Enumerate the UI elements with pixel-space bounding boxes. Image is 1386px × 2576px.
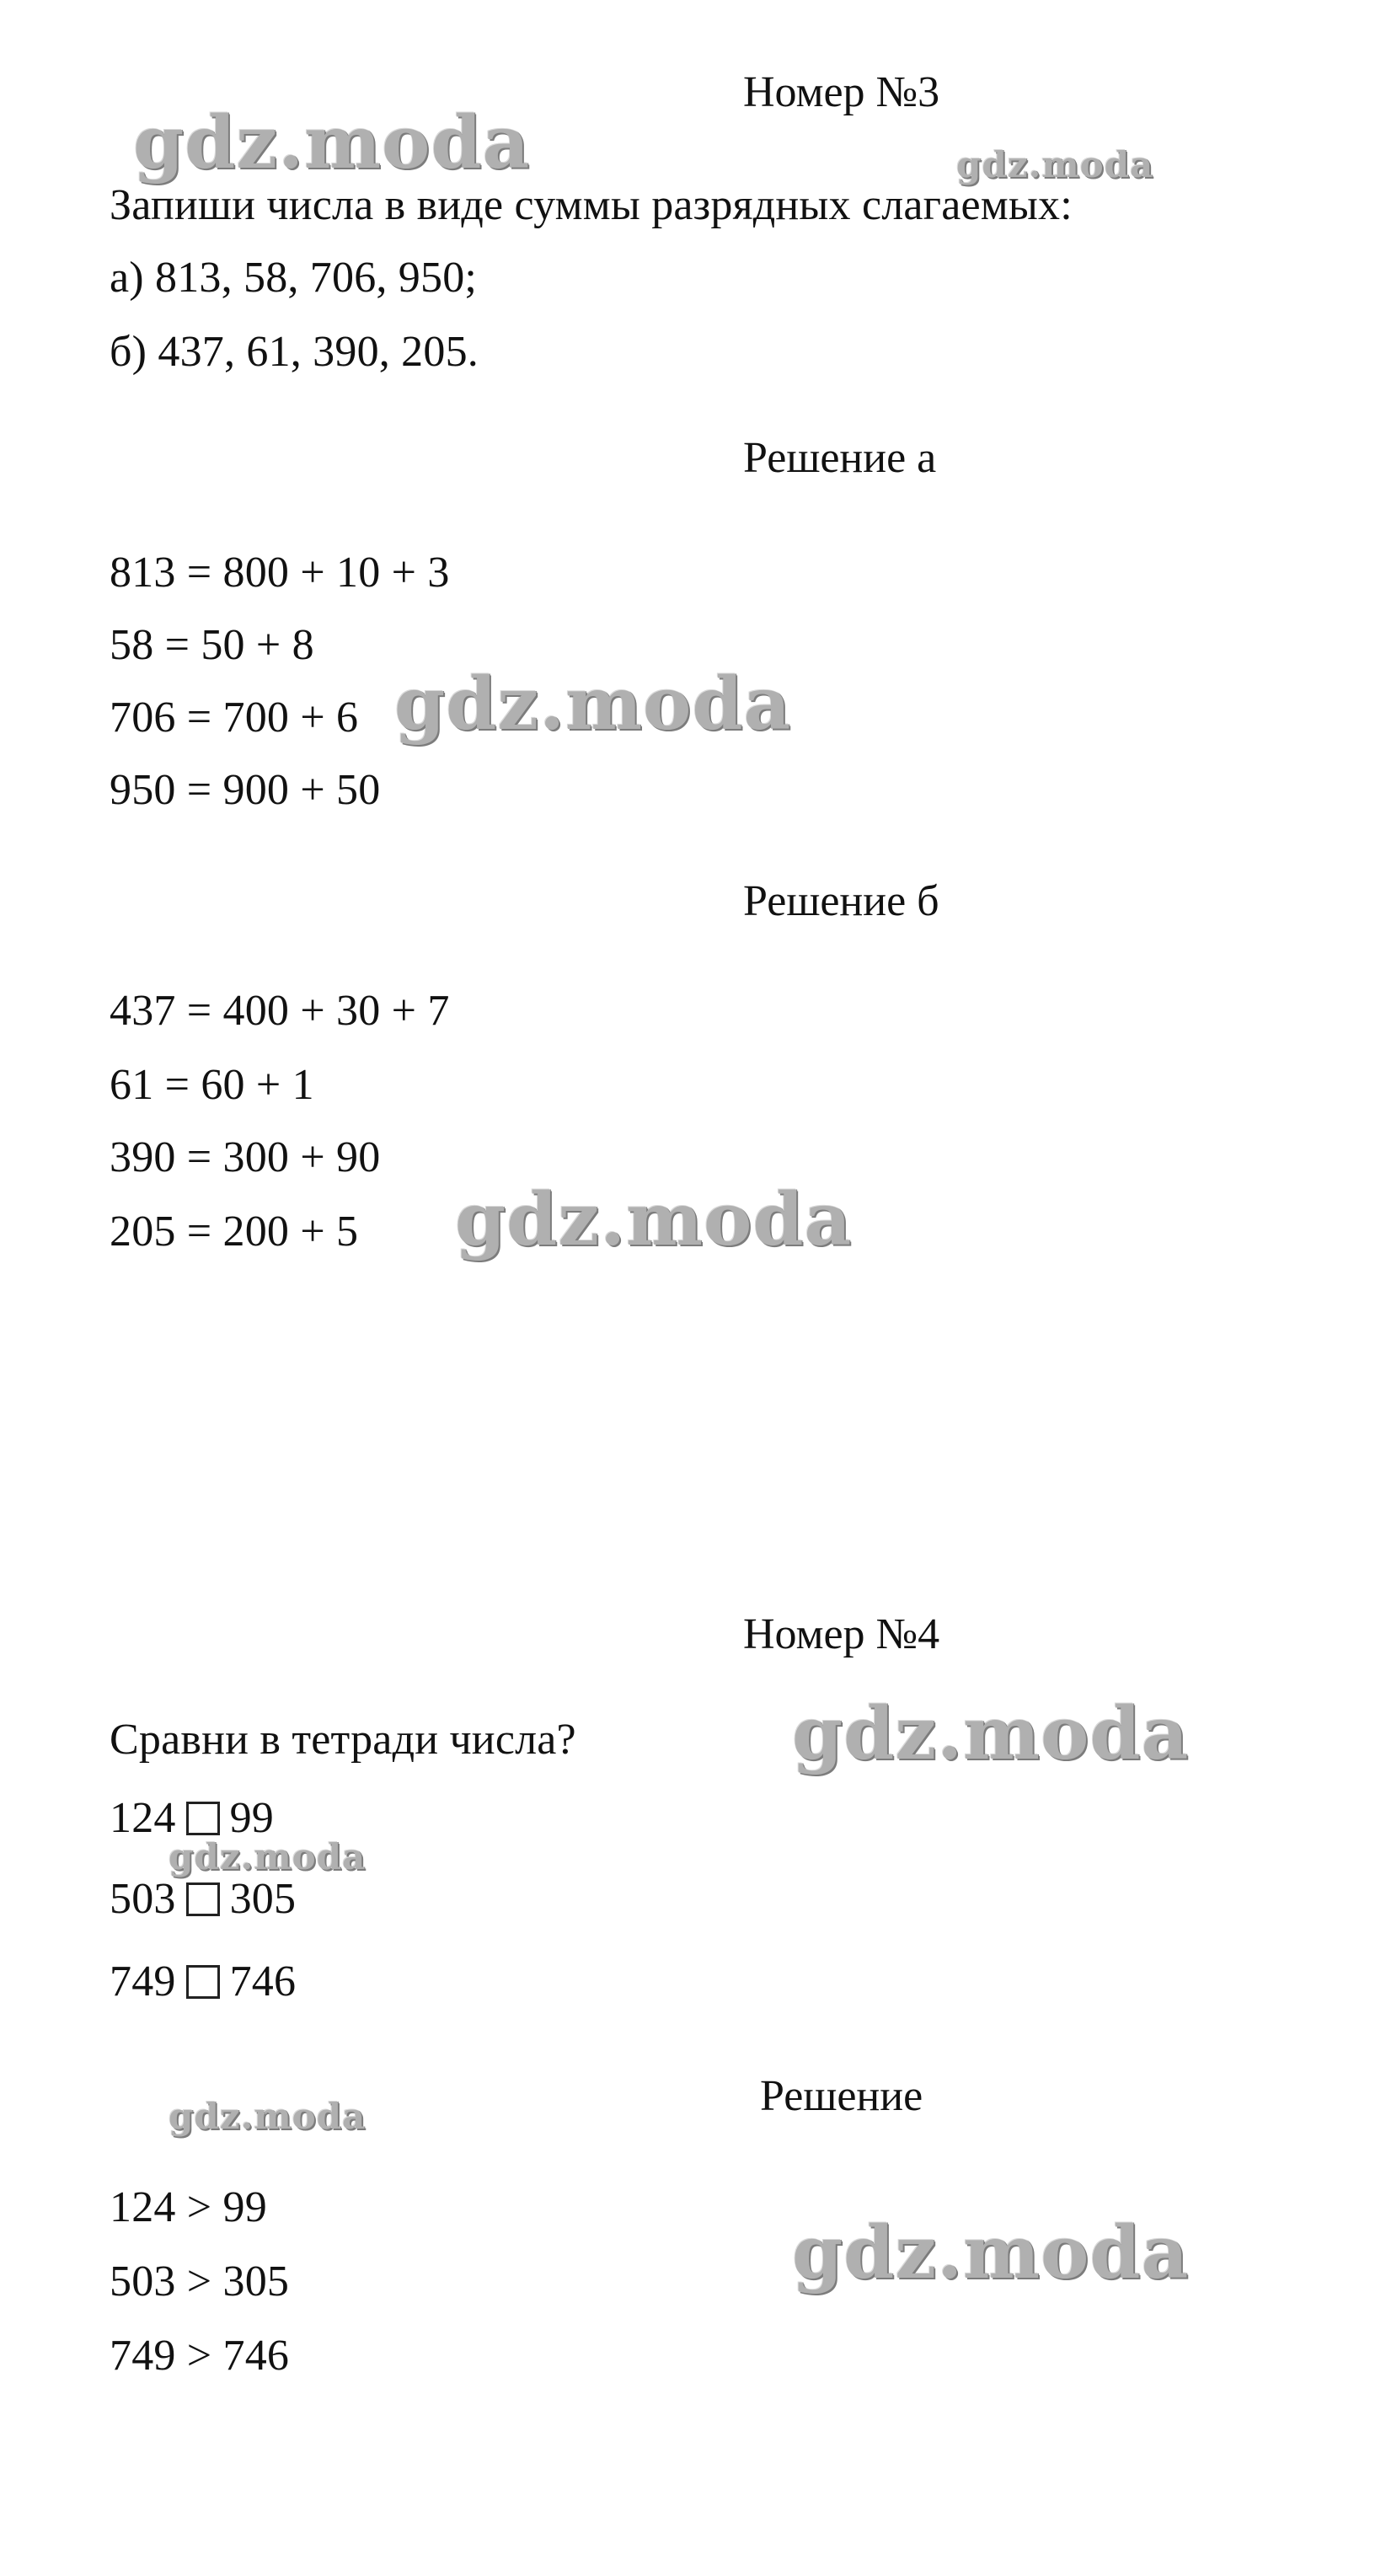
task4-solution-title: Решение xyxy=(760,2072,923,2120)
watermark: gdz.moda xyxy=(792,1691,1190,1776)
solution-a-line: 950 = 900 + 50 xyxy=(110,766,381,814)
task4-title: Номер №4 xyxy=(743,1610,940,1658)
solution-a-line: 813 = 800 + 10 + 3 xyxy=(110,549,450,597)
task4-solution-line: 749 > 746 xyxy=(110,2332,290,2380)
compare-right: 305 xyxy=(229,1875,297,1923)
compare-row xyxy=(110,1957,296,2007)
empty-square-icon xyxy=(186,1802,220,1835)
watermark: gdz.moda xyxy=(169,1836,367,1877)
task3-item-a: а) 813, 58, 706, 950; xyxy=(110,254,478,302)
task3-text: Запиши числа в виде суммы разрядных слагаемых: xyxy=(110,181,1073,229)
solution-b-line: 61 = 60 + 1 xyxy=(110,1061,314,1109)
empty-square-icon xyxy=(186,1882,220,1916)
task4-solution-line: 124 > 99 xyxy=(110,2183,267,2231)
watermark: gdz.moda xyxy=(455,1177,853,1262)
solution-a-line: 58 = 50 + 8 xyxy=(110,621,314,669)
compare-left: 503 xyxy=(110,1875,176,1923)
task3-title: Номер №3 xyxy=(743,68,940,116)
solution-a-title: Решение а xyxy=(743,434,937,482)
watermark: gdz.moda xyxy=(133,100,531,185)
watermark: gdz.moda xyxy=(792,2210,1190,2295)
watermark: gdz.moda xyxy=(956,144,1154,185)
solution-b-title: Решение б xyxy=(743,877,939,925)
task3-item-b: б) 437, 61, 390, 205. xyxy=(110,328,479,376)
compare-right: 746 xyxy=(229,1957,297,2006)
solution-b-line: 437 = 400 + 30 + 7 xyxy=(110,987,450,1035)
watermark: gdz.moda xyxy=(394,661,792,747)
compare-right: 99 xyxy=(229,1794,275,1842)
task4-text: Сравни в тетради числа? xyxy=(110,1716,576,1764)
empty-square-icon xyxy=(186,1965,220,1999)
task4-solution-line: 503 > 305 xyxy=(110,2257,290,2306)
solution-b-line: 390 = 300 + 90 xyxy=(110,1133,381,1181)
compare-left: 124 xyxy=(110,1794,176,1842)
solution-a-line: 706 = 700 + 6 xyxy=(110,694,359,742)
solution-b-line: 205 = 200 + 5 xyxy=(110,1208,359,1256)
compare-row xyxy=(110,1874,296,1925)
watermark: gdz.moda xyxy=(169,2096,367,2137)
compare-left: 749 xyxy=(110,1957,176,2006)
